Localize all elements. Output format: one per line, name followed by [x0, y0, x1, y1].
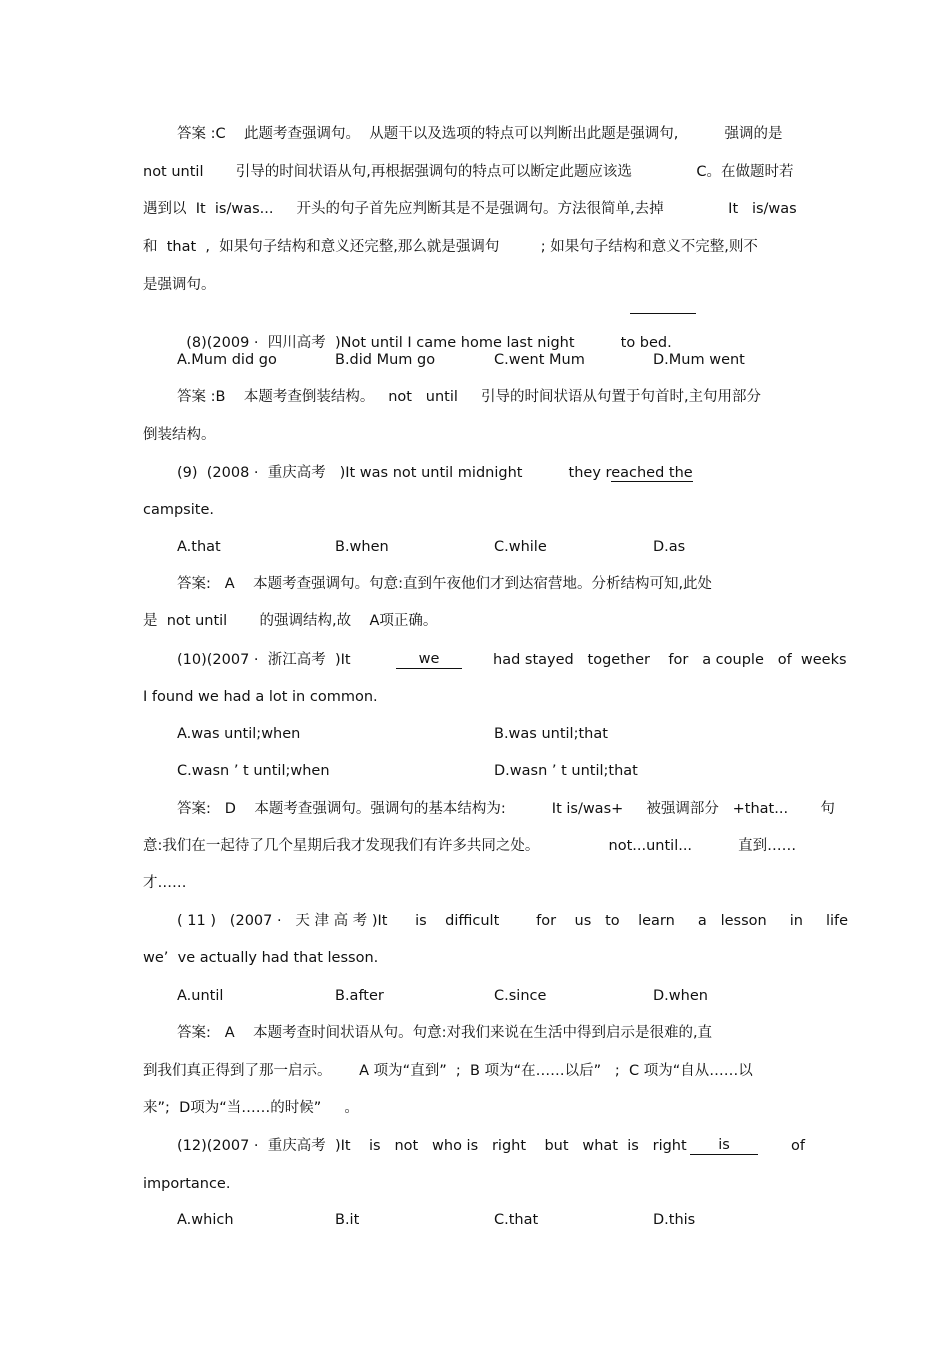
q12-option-a: A.which: [177, 1212, 234, 1228]
q11-option-d: D.when: [653, 988, 708, 1004]
q7-answer-line-4: 和 that , 如果句子结构和意义还完整,那么就是强调句 ; 如果句子结构和意义不完整,则不: [143, 239, 758, 255]
q10-stem-post: had stayed together for a couple of weeks: [493, 652, 847, 668]
q11-option-c: C.since: [494, 988, 547, 1004]
q10-option-a: A.was until;when: [177, 726, 301, 742]
q8-stem-text: (8)(2009 · 四川高考 )Not until I came home last night to bed.: [186, 335, 672, 351]
q11-option-a: A.until: [177, 988, 224, 1004]
q7-answer-line-5: 是强调句。: [143, 277, 216, 293]
q10-answer-line-3: 才……: [143, 875, 187, 891]
q9-option-d: D.as: [653, 539, 686, 555]
q10-answer-line-2: 意:我们在一起待了几个星期后我才发现我们有许多共同之处。 not...until... 直到……: [143, 838, 797, 854]
q9-stem: [177, 463, 693, 483]
q11-answer-line-1: 答案: A 本题考查时间状语从句。句意:对我们来说在生活中得到启示是很难的,直: [177, 1025, 713, 1041]
q10-stem-pre: (10)(2007 · 浙江高考 )It: [177, 652, 351, 668]
q9-stem-line-2: campsite.: [143, 502, 214, 518]
q10-option-c: C.wasn ’ t until;when: [177, 763, 330, 779]
q8-blank: [630, 313, 696, 314]
q12-stem-line-2: importance.: [143, 1176, 231, 1192]
q12-option-d: D.this: [653, 1212, 696, 1228]
q12-blank: is: [690, 1136, 758, 1155]
q8-answer-line-1: 答案 :B 本题考查倒装结构。 not until 引导的时间状语从句置于句首时,主句用部分: [177, 389, 762, 405]
q12-stem-pre: (12)(2007 · 重庆高考 )It is not who is right but what is right: [177, 1138, 687, 1154]
q9-stem-text: (9) (2008 · 重庆高考 )It was not until midnight they r: [177, 465, 612, 481]
q9-answer-line-2: 是 not until 的强调结构,故 A项正确。: [143, 613, 438, 629]
q12-option-b: B.it: [335, 1212, 360, 1228]
q8-option-d: D.Mum went: [653, 352, 745, 368]
q10-option-d: D.wasn ’ t until;that: [494, 763, 638, 779]
q10-option-b: B.was until;that: [494, 726, 608, 742]
q9-blank: eached the: [611, 465, 693, 481]
q10-stem-line-2: I found we had a lot in common.: [143, 689, 378, 705]
q12-stem-post: of: [791, 1138, 805, 1154]
q12-option-c: C.that: [494, 1212, 539, 1228]
q8-option-a: A.Mum did go: [177, 352, 277, 368]
q9-option-a: A.that: [177, 539, 221, 555]
q9-answer-line-1: 答案: A 本题考查强调句。句意:直到午夜他们才到达宿营地。分析结构可知,此处: [177, 576, 713, 592]
q11-answer-line-2: 到我们真正得到了那一启示。 A 项为“直到” ; B 项为“在……以后” ; C 项为“自从……以: [143, 1063, 753, 1079]
q8-option-b: B.did Mum go: [335, 352, 436, 368]
q8-stem: [177, 313, 672, 353]
q9-option-b: B.when: [335, 539, 389, 555]
q7-answer-line-3: 遇到以 It is/was... 开头的句子首先应判断其是不是强调句。方法很简单,去掉 It is/was: [143, 201, 797, 217]
q11-stem: ( 11 ) (2007 · 天 津 高 考 )It is difficult for us to learn a lesson in life: [177, 913, 849, 929]
q9-option-c: C.while: [494, 539, 547, 555]
q11-stem-line-2: we’ ve actually had that lesson.: [143, 950, 379, 966]
q8-option-c: C.went Mum: [494, 352, 585, 368]
q7-answer-line-1: 答案 :C 此题考查强调句。 从题干以及选项的特点可以判断出此题是强调句, 强调的是: [177, 126, 783, 142]
q11-answer-line-3: 来”; D项为“当……的时候” 。: [143, 1100, 359, 1116]
q8-answer-line-2: 倒装结构。: [143, 427, 216, 443]
q10-answer-line-1: 答案: D 本题考查强调句。强调句的基本结构为: It is/was+ 被强调部分 +that... 句: [177, 801, 835, 817]
q10-blank: we: [396, 650, 462, 669]
q11-option-b: B.after: [335, 988, 384, 1004]
q7-answer-line-2: not until 引导的时间状语从句,再根据强调句的特点可以断定此题应该选 C。在做题时若: [143, 164, 794, 180]
